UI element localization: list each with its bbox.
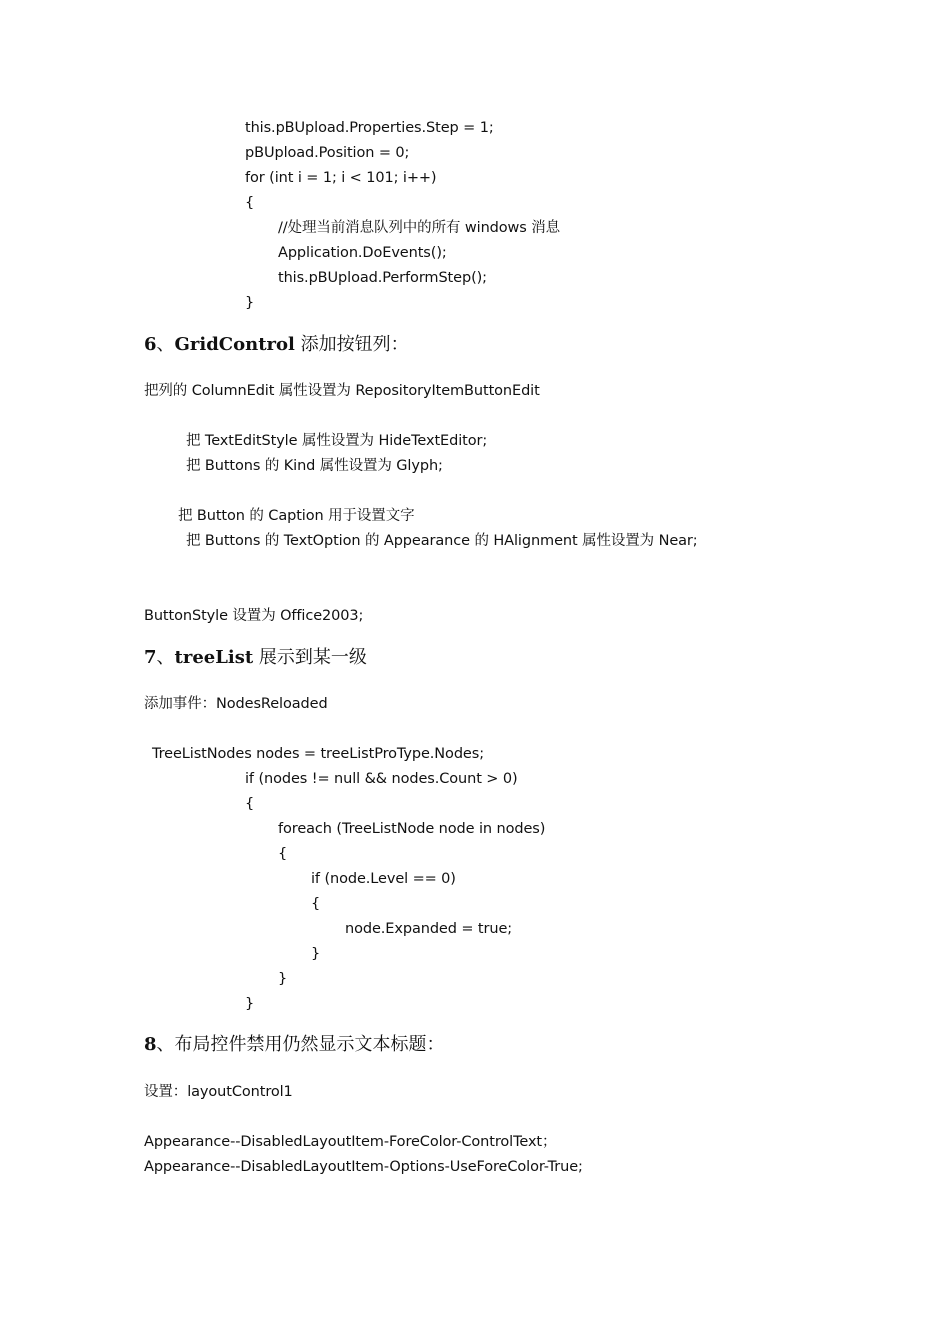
code-line: }: [311, 946, 321, 962]
paragraph-line: ButtonStyle 设置为 Office2003;: [144, 608, 364, 624]
code-line: this.pBUpload.PerformStep();: [278, 270, 487, 286]
paragraph-line: 添加事件：NodesReloaded: [144, 696, 328, 712]
paragraph-line: Appearance--DisabledLayoutItem-Options-UseForeColor-True;: [144, 1159, 583, 1175]
section-6-heading: [144, 333, 409, 357]
code-line: if (node.Level == 0): [311, 871, 456, 887]
heading-separator: 、: [156, 334, 175, 355]
code-line: pBUpload.Position = 0;: [245, 145, 410, 161]
code-line: {: [245, 796, 255, 812]
heading-title: 布局控件禁用仍然显示文本标题：: [174, 1034, 445, 1055]
paragraph-line: 把 TextEditStyle 属性设置为 HideTextEditor;: [186, 433, 488, 449]
heading-title: 添加按钮列：: [294, 334, 409, 355]
code-line: TreeListNodes nodes = treeListProType.Nodes;: [152, 746, 484, 762]
paragraph-line: 把 Buttons 的 Kind 属性设置为 Glyph;: [186, 458, 443, 474]
paragraph-line: 设置：layoutControl1: [144, 1084, 293, 1100]
code-line: if (nodes != null && nodes.Count > 0): [245, 771, 518, 787]
code-line: }: [245, 295, 255, 311]
code-line: }: [245, 996, 255, 1012]
paragraph-line: Appearance--DisabledLayoutItem-ForeColor-ControlText；: [144, 1134, 557, 1150]
code-line: {: [311, 896, 321, 912]
code-line: foreach (TreeListNode node in nodes): [278, 821, 546, 837]
heading-separator: 、: [156, 1034, 175, 1055]
code-line: for (int i = 1; i < 101; i++): [245, 170, 437, 186]
heading-keyword: treeList: [174, 647, 254, 668]
heading-keyword: GridControl: [174, 334, 295, 355]
paragraph-line: 把 Buttons 的 TextOption 的 Appearance 的 HAlignment 属性设置为 Near;: [186, 533, 698, 549]
paragraph-line: 把列的 ColumnEdit 属性设置为 RepositoryItemButtonEdit: [144, 383, 540, 399]
heading-number: 8: [144, 1034, 157, 1055]
code-line: this.pBUpload.Properties.Step = 1;: [245, 120, 494, 136]
code-line: node.Expanded = true;: [345, 921, 513, 937]
heading-number: 6: [144, 334, 157, 355]
code-line: {: [245, 195, 255, 211]
heading-title: 展示到某一级: [253, 647, 367, 668]
heading-separator: 、: [156, 647, 175, 668]
section-8-heading: [144, 1033, 445, 1057]
code-line: {: [278, 846, 288, 862]
code-line: Application.DoEvents();: [278, 245, 447, 261]
code-comment-line: //处理当前消息队列中的所有 windows 消息: [278, 220, 561, 236]
section-7-heading: [144, 646, 367, 670]
paragraph-line: 把 Button 的 Caption 用于设置文字: [178, 508, 415, 524]
heading-number: 7: [144, 647, 157, 668]
code-line: }: [278, 971, 288, 987]
